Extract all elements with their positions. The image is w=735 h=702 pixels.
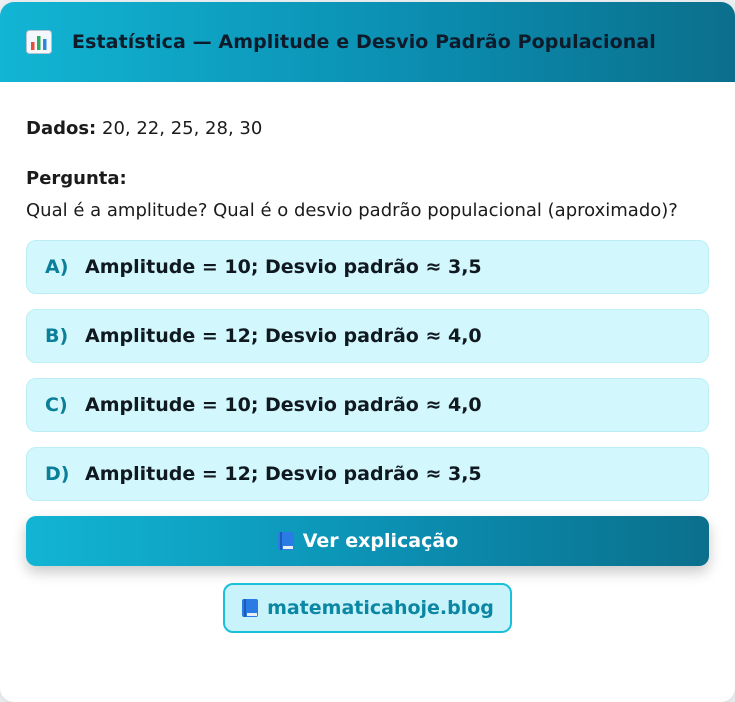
data-values: 20, 22, 25, 28, 30	[102, 118, 263, 139]
option-b[interactable]	[26, 309, 709, 363]
option-letter: D)	[45, 463, 70, 485]
site-link-label: matematicahoje.blog	[267, 597, 494, 619]
question-text: Qual é a amplitude? Qual é o desvio padrão populacional (aproximado)?	[26, 200, 678, 221]
option-text: Amplitude = 10; Desvio padrão ≈ 4,0	[85, 394, 482, 416]
question-label: Pergunta:	[26, 168, 127, 189]
data-label: Dados:	[26, 118, 97, 139]
option-letter: B)	[45, 325, 69, 347]
page-title: Estatística — Amplitude e Desvio Padrão Populacional	[72, 31, 656, 53]
card-header	[0, 2, 735, 82]
book-icon	[241, 598, 259, 618]
option-letter: A)	[45, 256, 69, 278]
question-card	[0, 2, 735, 702]
option-text: Amplitude = 12; Desvio padrão ≈ 3,5	[85, 463, 482, 485]
option-d[interactable]	[26, 447, 709, 501]
explain-button-label: Ver explicação	[302, 530, 459, 552]
option-text: Amplitude = 12; Desvio padrão ≈ 4,0	[85, 325, 482, 347]
data-line	[26, 116, 709, 142]
option-c[interactable]	[26, 378, 709, 432]
option-letter: C)	[45, 394, 68, 416]
bar-chart-icon	[26, 30, 52, 54]
explain-button[interactable]	[26, 516, 709, 566]
site-link[interactable]	[223, 583, 512, 633]
book-icon	[277, 531, 295, 551]
option-a[interactable]	[26, 240, 709, 294]
option-text: Amplitude = 10; Desvio padrão ≈ 3,5	[85, 256, 482, 278]
